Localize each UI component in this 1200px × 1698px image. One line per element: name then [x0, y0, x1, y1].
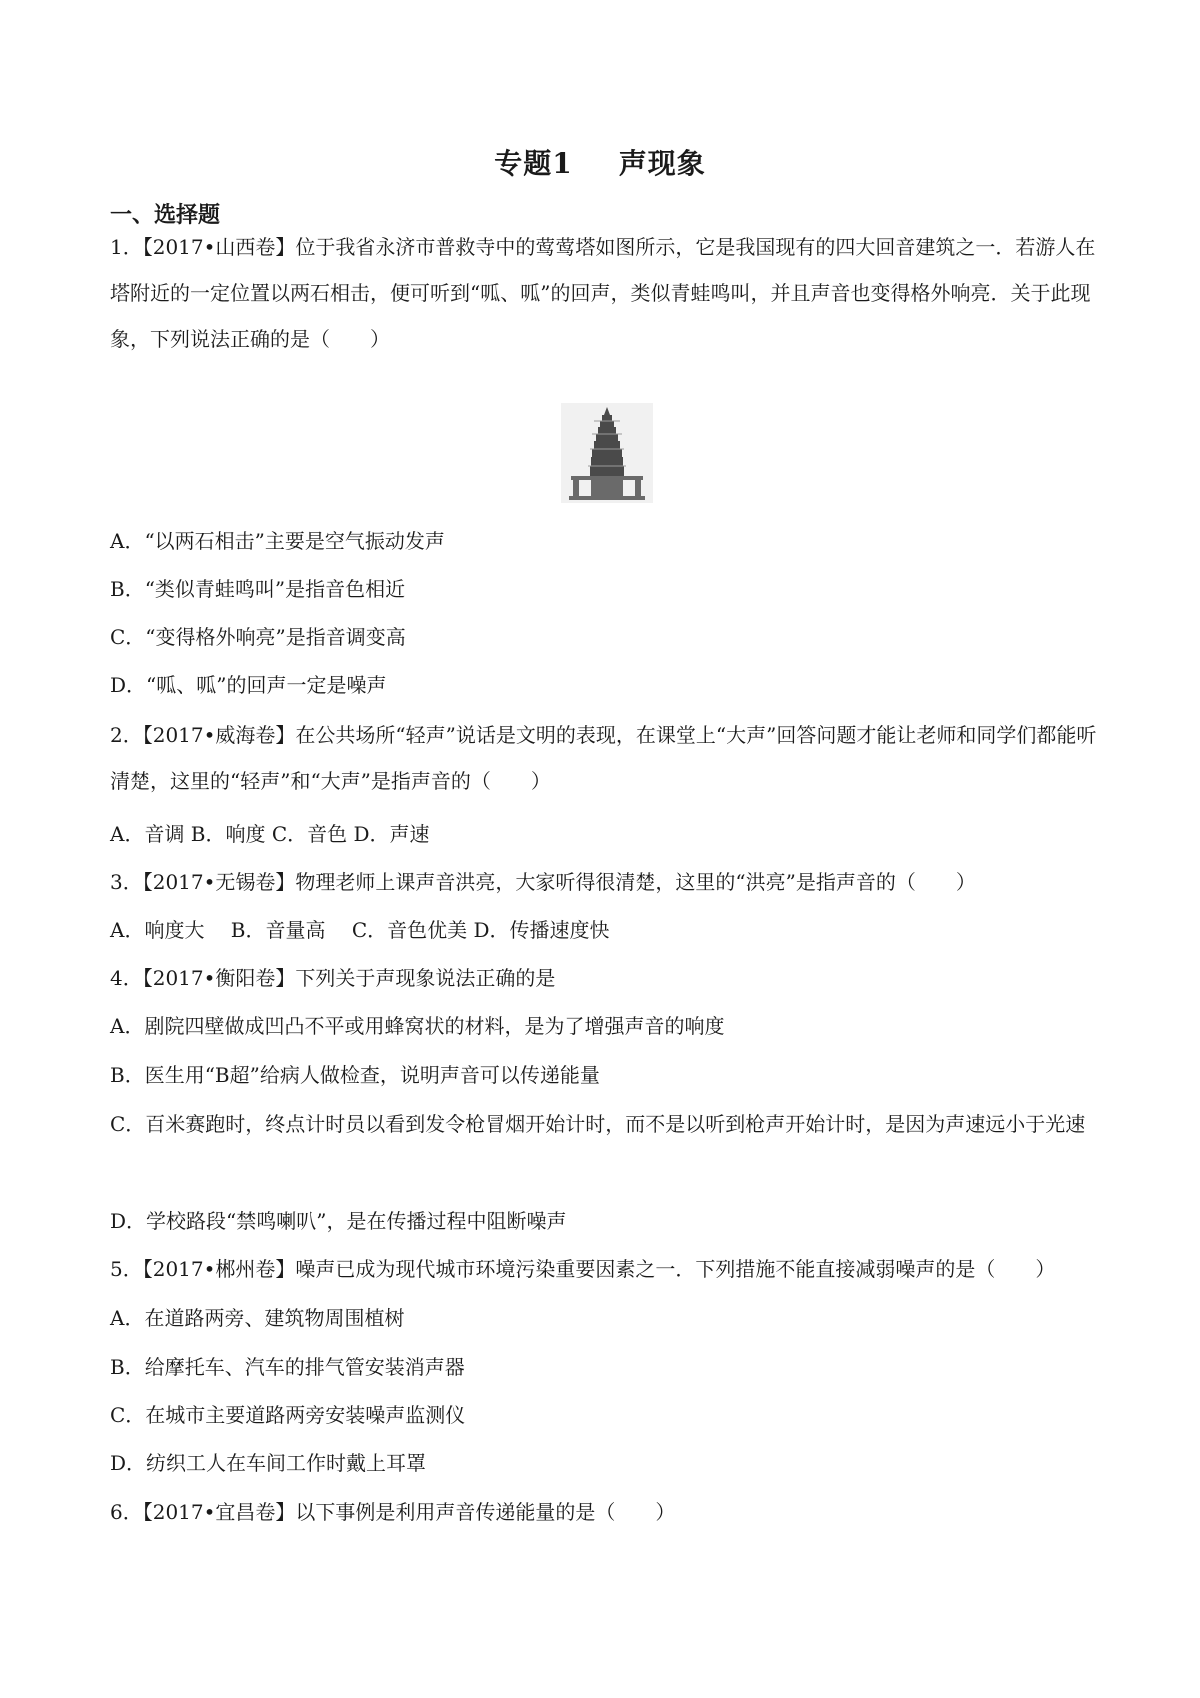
question-2-options: A．音调 B．响度 C．音色 D．声速	[110, 822, 430, 846]
question-5-stem: 5．【2017•郴州卷】噪声已成为现代城市环境污染重要因素之一．下列措施不能直接减弱噪声的是（ ）	[110, 1257, 1056, 1281]
question-4-option-c: C．百米赛跑时，终点计时员以看到发令枪冒烟开始计时，而不是以听到枪声开始计时，是因为声速远小于光速	[110, 1112, 1086, 1136]
question-4-option-a: A．剧院四壁做成凹凸不平或用蜂窝状的材料，是为了增强声音的响度	[110, 1014, 725, 1038]
question-5-option-c: C．在城市主要道路两旁安装噪声监测仪	[110, 1403, 466, 1427]
pagoda-figure	[561, 403, 653, 503]
question-5-option-d: D．纺织工人在车间工作时戴上耳罩	[110, 1451, 427, 1475]
topic-number: 专题1	[494, 147, 573, 180]
question-1-option-d: D．“呱、呱”的回声一定是噪声	[110, 673, 387, 697]
question-3-stem: 3．【2017•无锡卷】物理老师上课声音洪亮，大家听得很清楚，这里的“洪亮”是指声音的（ ）	[110, 870, 976, 894]
question-1-stem: 1．【2017•山西卷】位于我省永济市普救寺中的莺莺塔如图所示，它是我国现有的四大回音建筑之一．若游人在塔附近的一定位置以两石相击，便可听到“呱、呱”的回声，类似青蛙鸣叫，并且声音也变得格外响亮．关于此现象，下列说法正确的是（ ）	[110, 235, 1096, 351]
topic-subject: 声现象	[618, 147, 706, 180]
question-4-option-b: B．医生用“B超”给病人做检查，说明声音可以传递能量	[110, 1063, 600, 1087]
question-5-option-b: B．给摩托车、汽车的排气管安装消声器	[110, 1355, 465, 1379]
question-6-stem: 6．【2017•宜昌卷】以下事例是利用声音传递能量的是（ ）	[110, 1500, 676, 1524]
question-4-option-d: D．学校路段“禁鸣喇叭”，是在传播过程中阻断噪声	[110, 1209, 567, 1233]
question-3-options: A．响度大 B．音量高 C．音色优美 D．传播速度快	[110, 918, 610, 942]
question-5-option-a: A．在道路两旁、建筑物周围植树	[110, 1306, 405, 1330]
question-1-option-c: C．“变得格外响亮”是指音调变高	[110, 625, 406, 649]
pagoda-icon	[561, 403, 653, 503]
question-1-option-b: B．“类似青蛙鸣叫”是指音色相近	[110, 577, 406, 601]
question-4-stem: 4．【2017•衡阳卷】下列关于声现象说法正确的是	[110, 966, 556, 990]
question-1-option-a: A．“以两石相击”主要是空气振动发声	[110, 529, 445, 553]
section-heading: 一、选择题	[110, 202, 221, 228]
question-2-stem: 2．【2017•威海卷】在公共场所“轻声”说话是文明的表现，在课堂上“大声”回答问题才能让老师和同学们都能听清楚，这里的“轻声”和“大声”是指声音的（ ）	[110, 723, 1097, 793]
page-title	[0, 142, 1200, 182]
